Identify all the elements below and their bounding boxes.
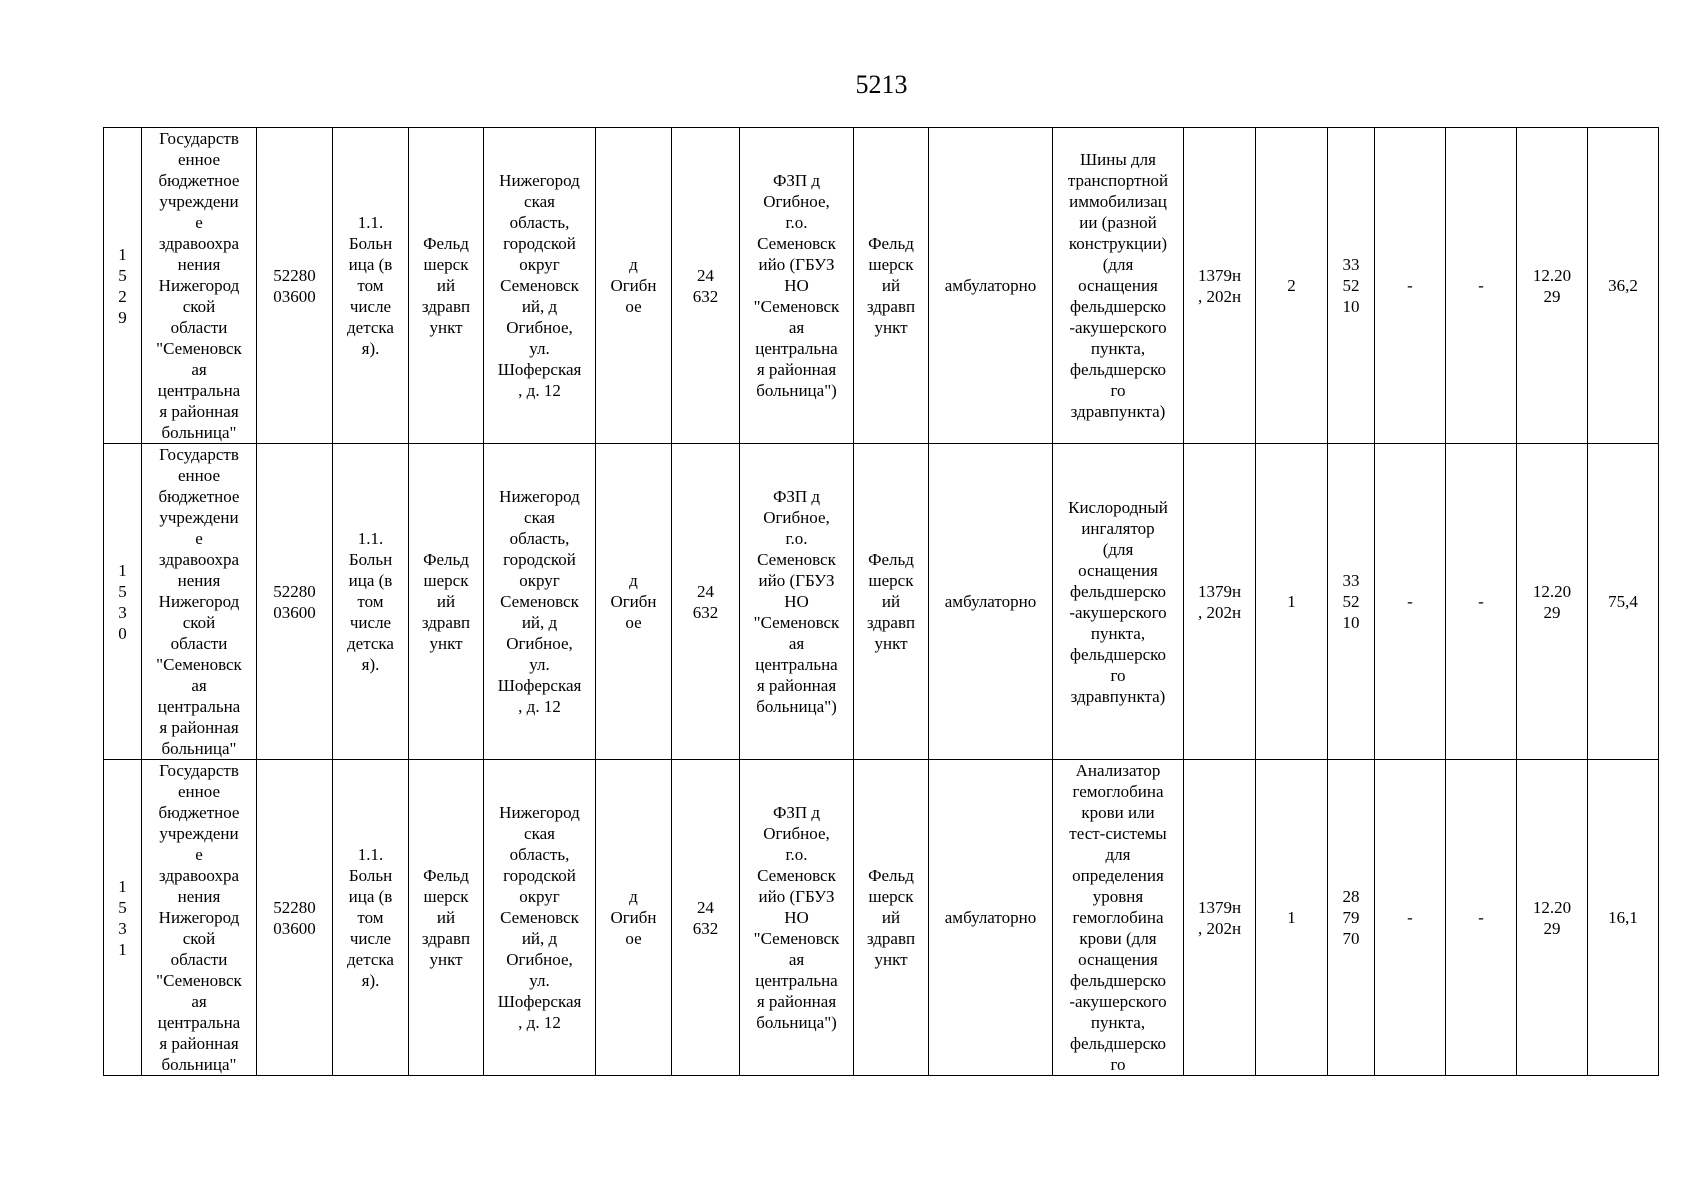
category-cell: 1.1. Больн ица (в том числе детска я). — [333, 128, 409, 444]
order-cell: 1379н , 202н — [1184, 128, 1256, 444]
organization-cell: Государств енное бюджетное учреждени е здравоохра нения Нижегород ской области "Семеновск ая центральна я районная больница" — [142, 760, 257, 1076]
okpd-code-cell: 33 52 10 — [1328, 444, 1375, 760]
dash-cell: - — [1375, 128, 1446, 444]
population-cell: 24 632 — [672, 128, 740, 444]
dash-cell: - — [1375, 444, 1446, 760]
value-cell: 36,2 — [1588, 128, 1659, 444]
address-cell: Нижегород ская область, городской округ Семеновск ий, д Огибное, ул. Шоферская , д. 12 — [484, 128, 596, 444]
category-cell: 1.1. Больн ица (в том числе детска я). — [333, 444, 409, 760]
order-cell: 1379н , 202н — [1184, 760, 1256, 1076]
unit-type-cell: Фельд шерск ий здравп ункт — [409, 760, 484, 1076]
organization-code-cell: 52280 03600 — [257, 760, 333, 1076]
row-number-cell: 1 5 3 1 — [104, 760, 142, 1076]
date-cell: 12.20 29 — [1517, 128, 1588, 444]
organization-code-cell: 52280 03600 — [257, 128, 333, 444]
date-cell: 12.20 29 — [1517, 444, 1588, 760]
organization-code-cell: 52280 03600 — [257, 444, 333, 760]
settlement-cell: д Огибн ое — [596, 444, 672, 760]
address-cell: Нижегород ская область, городской округ Семеновск ий, д Огибное, ул. Шоферская , д. 12 — [484, 444, 596, 760]
dash-cell: - — [1446, 760, 1517, 1076]
quantity-cell: 1 — [1256, 444, 1328, 760]
facility-cell: ФЗП д Огибное, г.о. Семеновск ийо (ГБУЗ НО "Семеновск ая центральна я районная больница") — [740, 760, 854, 1076]
equipment-register-table — [103, 127, 1659, 1076]
row-number-cell: 1 5 2 9 — [104, 128, 142, 444]
care-form-cell: амбулаторно — [929, 760, 1053, 1076]
quantity-cell: 1 — [1256, 760, 1328, 1076]
organization-cell: Государств енное бюджетное учреждени е здравоохра нения Нижегород ской области "Семеновск ая центральна я районная больница" — [142, 444, 257, 760]
equipment-cell: Анализатор гемоглобина крови или тест-системы для определения уровня гемоглобина крови (для оснащения фельдшерско -акушерского пункта, фельдшерско го — [1053, 760, 1184, 1076]
table-row — [104, 128, 1659, 444]
value-cell: 75,4 — [1588, 444, 1659, 760]
date-cell: 12.20 29 — [1517, 760, 1588, 1076]
category-cell: 1.1. Больн ица (в том числе детска я). — [333, 760, 409, 1076]
order-cell: 1379н , 202н — [1184, 444, 1256, 760]
page-number: 5213 — [855, 70, 908, 99]
dash-cell: - — [1375, 760, 1446, 1076]
equipment-cell: Кислородный ингалятор (для оснащения фельдшерско -акушерского пункта, фельдшерско го здравпункта) — [1053, 444, 1184, 760]
okpd-code-cell: 33 52 10 — [1328, 128, 1375, 444]
table-row — [104, 444, 1659, 760]
division-cell: Фельд шерск ий здравп ункт — [854, 128, 929, 444]
okpd-code-cell: 28 79 70 — [1328, 760, 1375, 1076]
value-cell: 16,1 — [1588, 760, 1659, 1076]
division-cell: Фельд шерск ий здравп ункт — [854, 444, 929, 760]
table-row — [104, 760, 1659, 1076]
population-cell: 24 632 — [672, 760, 740, 1076]
quantity-cell: 2 — [1256, 128, 1328, 444]
dash-cell: - — [1446, 444, 1517, 760]
facility-cell: ФЗП д Огибное, г.о. Семеновск ийо (ГБУЗ НО "Семеновск ая центральна я районная больница") — [740, 444, 854, 760]
settlement-cell: д Огибн ое — [596, 760, 672, 1076]
row-number-cell: 1 5 3 0 — [104, 444, 142, 760]
population-cell: 24 632 — [672, 444, 740, 760]
dash-cell: - — [1446, 128, 1517, 444]
facility-cell: ФЗП д Огибное, г.о. Семеновск ийо (ГБУЗ НО "Семеновск ая центральна я районная больница") — [740, 128, 854, 444]
unit-type-cell: Фельд шерск ий здравп ункт — [409, 444, 484, 760]
equipment-cell: Шины для транспортной иммобилизац ии (разной конструкции) (для оснащения фельдшерско -акушерского пункта, фельдшерско го здравпункта) — [1053, 128, 1184, 444]
unit-type-cell: Фельд шерск ий здравп ункт — [409, 128, 484, 444]
care-form-cell: амбулаторно — [929, 128, 1053, 444]
address-cell: Нижегород ская область, городской округ Семеновск ий, д Огибное, ул. Шоферская , д. 12 — [484, 760, 596, 1076]
division-cell: Фельд шерск ий здравп ункт — [854, 760, 929, 1076]
settlement-cell: д Огибн ое — [596, 128, 672, 444]
organization-cell: Государств енное бюджетное учреждени е здравоохра нения Нижегород ской области "Семеновск ая центральна я районная больница" — [142, 128, 257, 444]
care-form-cell: амбулаторно — [929, 444, 1053, 760]
